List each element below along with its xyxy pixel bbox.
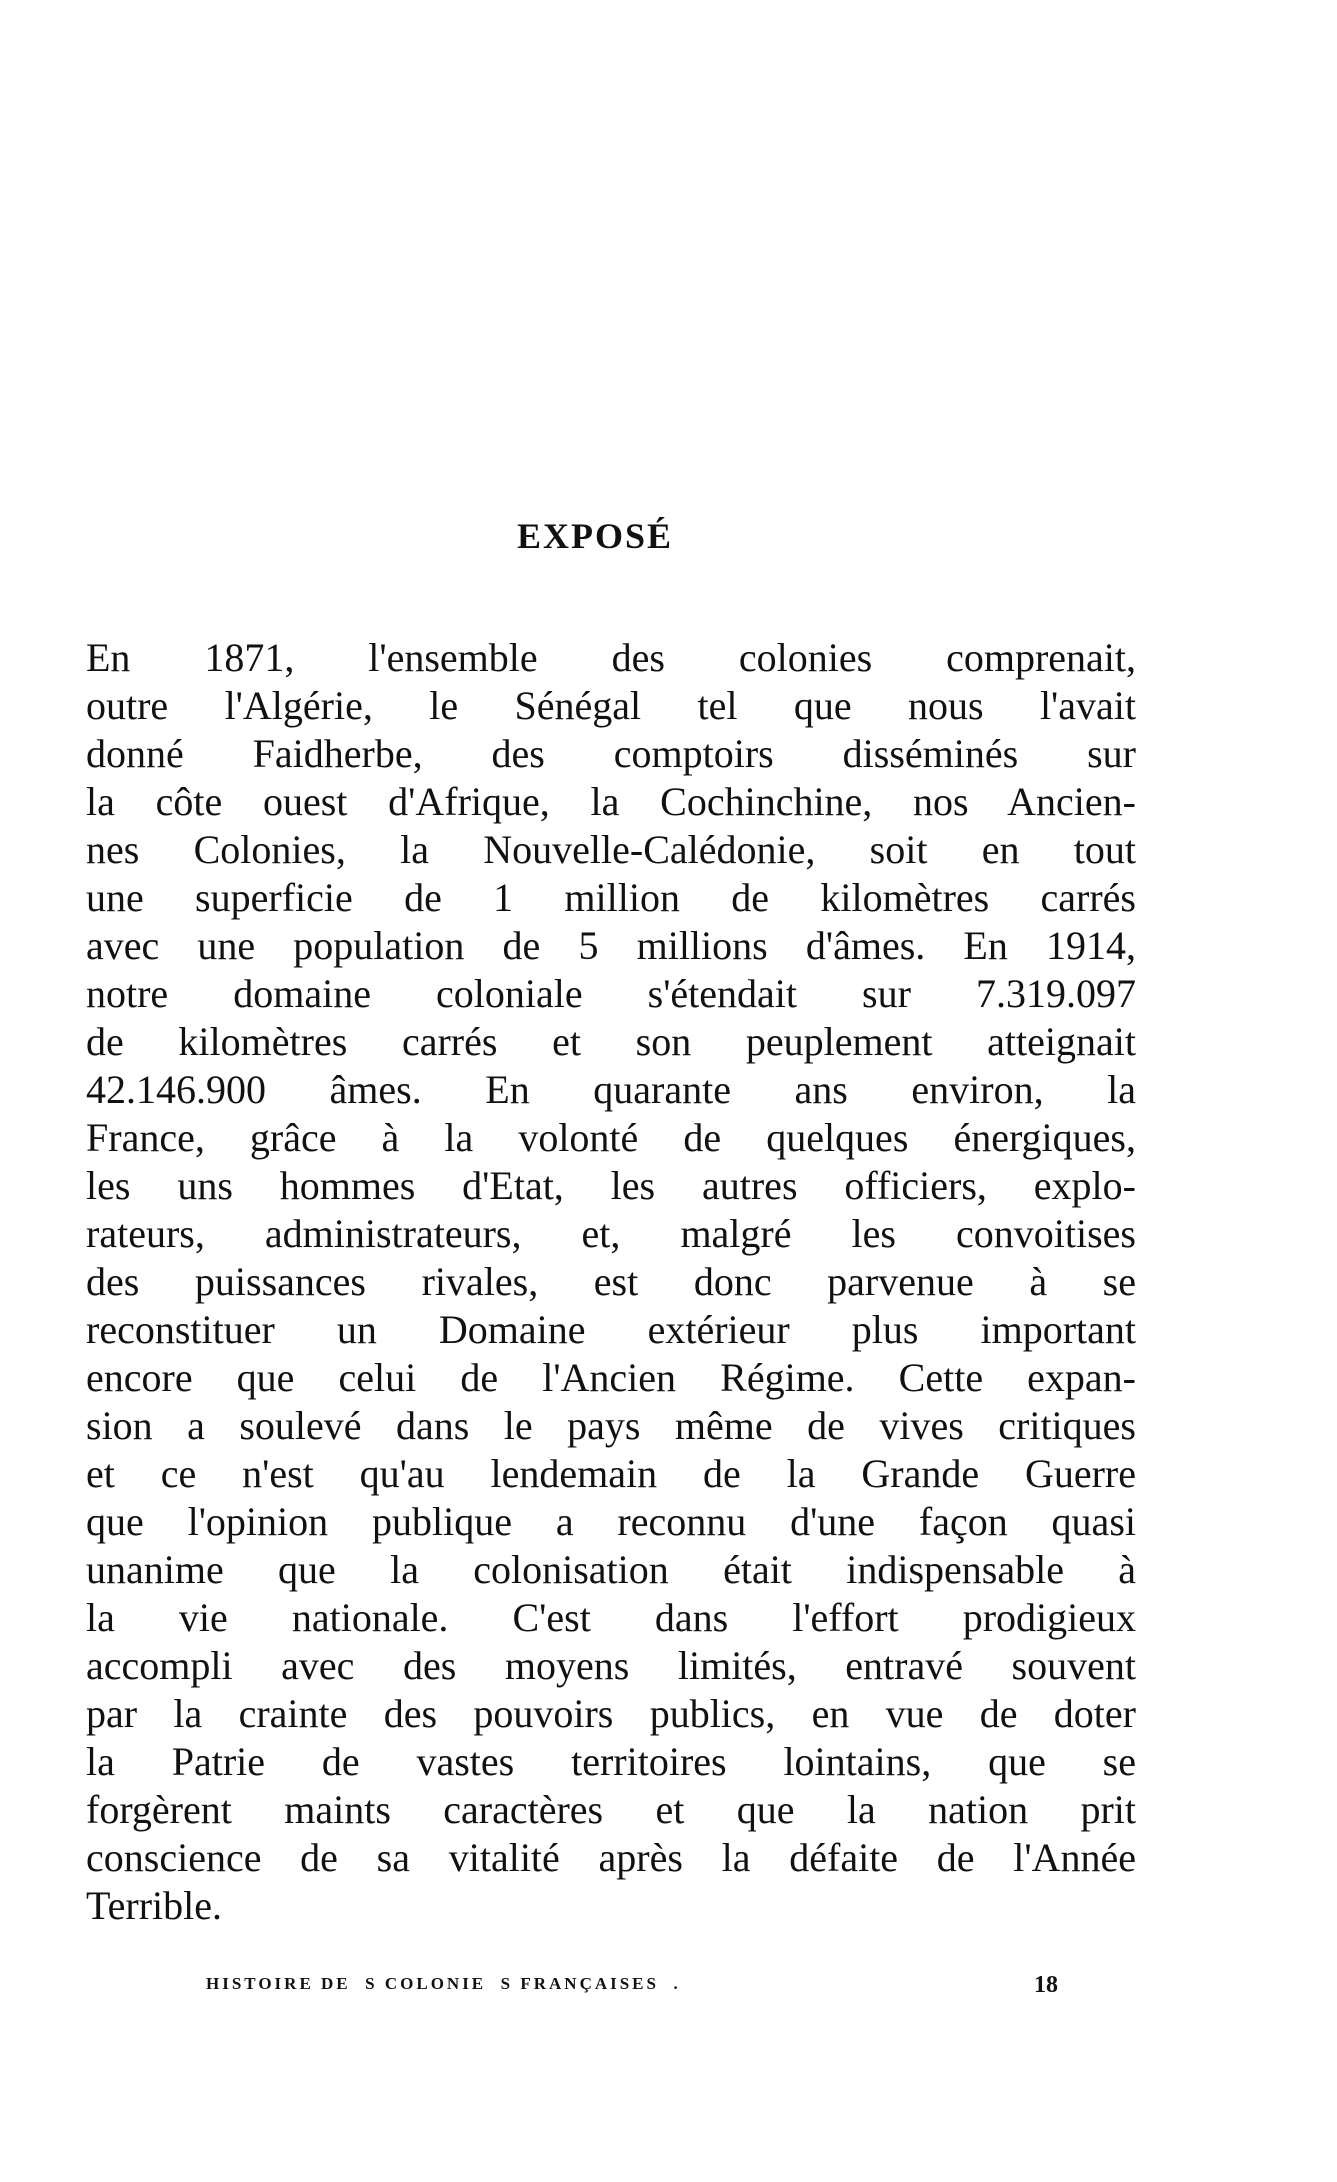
text-line: la côte ouest d'Afrique, la Cochinchine, nos Ancien- xyxy=(86,779,1136,824)
text-line: nes Colonies, la Nouvelle-Calédonie, soit en tout xyxy=(86,827,1136,872)
text-line: par la crainte des pouvoirs publics, en vue de doter xyxy=(86,1691,1136,1736)
text-line: donné Faidherbe, des comptoirs disséminés sur xyxy=(86,731,1136,776)
text-line: forgèrent maints caractères et que la nation prit xyxy=(86,1787,1136,1832)
page-footer xyxy=(0,1972,1337,2002)
text-line: encore que celui de l'Ancien Régime. Cette expan- xyxy=(86,1355,1136,1400)
body-paragraph xyxy=(86,634,1136,1930)
text-line: notre domaine coloniale s'étendait sur 7.319.097 xyxy=(86,971,1136,1016)
text-line: avec une population de 5 millions d'âmes. En 1914, xyxy=(86,923,1136,968)
text-line: unanime que la colonisation était indispensable à xyxy=(86,1547,1136,1592)
text-line: de kilomètres carrés et son peuplement atteignait xyxy=(86,1019,1136,1064)
text-line: 42.146.900 âmes. En quarante ans environ, la xyxy=(86,1067,1136,1112)
text-line: les uns hommes d'Etat, les autres officiers, explo- xyxy=(86,1163,1136,1208)
text-line: la Patrie de vastes territoires lointains, que se xyxy=(86,1739,1136,1784)
text-line-last: Terrible. xyxy=(86,1883,223,1928)
text-line: une superficie de 1 million de kilomètres carrés xyxy=(86,875,1136,920)
text-line: accompli avec des moyens limités, entravé souvent xyxy=(86,1643,1136,1688)
text-line: la vie nationale. C'est dans l'effort prodigieux xyxy=(86,1595,1136,1640)
text-line: reconstituer un Domaine extérieur plus important xyxy=(86,1307,1136,1352)
page-title: EXPOSÉ xyxy=(516,516,674,556)
text-line: France, grâce à la volonté de quelques énergiques, xyxy=(86,1115,1136,1160)
page-number: 18 xyxy=(1034,1972,1058,1998)
text-line: conscience de sa vitalité après la défaite de l'Année xyxy=(86,1835,1136,1880)
text-line: des puissances rivales, est donc parvenue à se xyxy=(86,1259,1136,1304)
text-line: outre l'Algérie, le Sénégal tel que nous l'avait xyxy=(86,683,1136,728)
text-line: que l'opinion publique a reconnu d'une façon quasi xyxy=(86,1499,1136,1544)
running-head: HISTOIRE DE S COLONIE S FRANÇAISES . xyxy=(206,1974,681,1993)
text-line: et ce n'est qu'au lendemain de la Grande Guerre xyxy=(86,1451,1136,1496)
text-line: En 1871, l'ensemble des colonies comprenait, xyxy=(86,635,1136,680)
text-line: sion a soulevé dans le pays même de vives critiques xyxy=(86,1403,1136,1448)
text-line: rateurs, administrateurs, et, malgré les convoitises xyxy=(86,1211,1136,1256)
